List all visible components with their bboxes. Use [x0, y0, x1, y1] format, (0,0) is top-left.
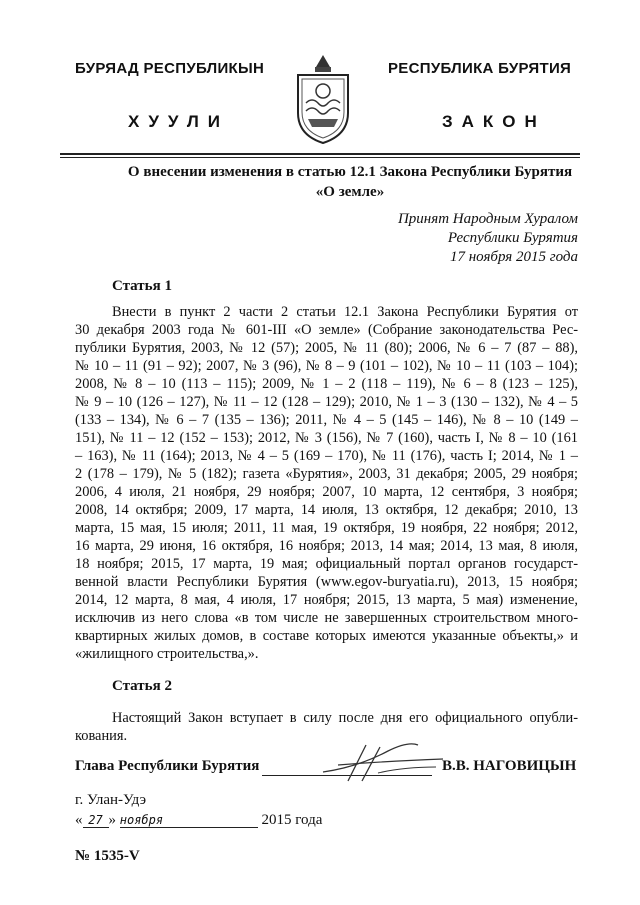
header-right-doc-type: ЗАКОН	[442, 112, 546, 131]
article1-heading: Статья 1	[112, 278, 172, 294]
article1-text-line: 2014, 12 марта, 8 мая, 4 июля, 17 ноября; 2015, 13 марта, 5 мая) изменение,	[75, 592, 578, 608]
date-open-quote: «	[75, 812, 83, 828]
signatory-name: В.В. НАГОВИЦЫН	[442, 758, 577, 774]
header-left-doc-type: ХУУЛИ	[128, 112, 229, 131]
article1-text-line: № 9 – 10 (126 – 127), № 11 – 12 (128 – 129); 2010, № 1 – 3 (130 – 132), № 4 – 5	[75, 394, 578, 410]
header-right-republic: РЕСПУБЛИКА БУРЯТИЯ	[388, 60, 572, 77]
adoption-line2: Республики Бурятия	[447, 230, 578, 246]
coat-of-arms-icon	[292, 53, 354, 145]
signing-date	[75, 812, 322, 829]
article2-heading: Статья 2	[112, 678, 172, 694]
date-close-quote: »	[108, 812, 116, 828]
adoption-date: 17 ноября 2015 года	[449, 249, 578, 265]
law-title-line2: «О земле»	[315, 184, 385, 200]
article1-text-line: 2006, 4 июля, 21 ноября, 29 ноября; 2007, 10 марта, 12 сентября, 3 ноября;	[75, 484, 578, 500]
article1-text-line: 2008, 14 октября; 2009, 17 марта, 14 июля, 13 октября, 12 декабря; 2010, 13	[75, 502, 578, 518]
adoption-line1: Принят Народным Хуралом	[397, 211, 578, 227]
header-left-republic: БУРЯАД РЕСПУБЛИКЫН	[75, 60, 265, 77]
article1-text-line: венной власти Республики Бурятия (www.egov-buryatia.ru), 2013, 15 ноября;	[75, 574, 578, 590]
article1-text-line: (133 – 134), № 6 – 7 (135 – 136); 2011, № 4 – 5 (145 – 146), № 8 – 10 (149 –	[75, 412, 578, 428]
date-year: 2015 года	[261, 812, 323, 828]
article1-text-line: публики Бурятия, 2003, № 12 (57); 2005, № 11 (80); 2006, № 6 – 7 (87 – 88),	[75, 340, 578, 356]
handwritten-signature-icon	[318, 737, 448, 787]
place-of-signing: г. Улан-Удэ	[75, 792, 147, 808]
date-month-field: ноября	[120, 813, 258, 828]
article1-text-line: исключив из него слова «в том числе не завершенных строительством много-	[75, 610, 578, 626]
article1-text-line: 2008, № 8 – 10 (113 – 115); 2009, № 1 – 2 (118 – 119), № 6 – 8 (123 – 125),	[75, 376, 578, 392]
header-divider-thick	[60, 153, 580, 155]
article1-text-line: 18 ноября; 2015, 17 марта, 19 мая; официальный портал органов государст-	[75, 556, 578, 572]
article1-text-line: 16 марта, 29 июня, 16 октября, 16 ноября; 2013, 14 мая; 2014, 13 мая, 8 июля,	[75, 538, 578, 554]
article1-text-line: 30 декабря 2003 года № 601-III «О земле» (Собрание законодательства Рес-	[75, 322, 578, 338]
law-title-line1: О внесении изменения в статью 12.1 Закона Республики Бурятия	[127, 164, 573, 180]
article1-text-line: марта, 15 мая, 15 июля; 2011, 11 мая, 19 октября, 19 ноября, 22 ноября; 2012,	[75, 520, 578, 536]
date-day-field: 27	[83, 813, 109, 828]
article1-text-line: – 163), № 11 (164); 2013, № 4 – 5 (169 – 170), № 11 (176), часть I; 2014, № 1 –	[75, 448, 578, 464]
signatory-title: Глава Республики Бурятия	[75, 758, 260, 774]
article1-text-line: квартирных жилых домов, в составе которых имеются указанные объекты,» и	[75, 628, 578, 644]
article1-text-line: 2 (178 – 179), № 5 (182); газета «Бурятия», 2003, 31 декабря; 2005, 29 ноября;	[75, 466, 578, 482]
article1-text-line: «жилищного строительства,».	[75, 646, 259, 662]
article2-text-line: Настоящий Закон вступает в силу после дня его официального опубли-	[112, 710, 578, 726]
article1-text-line: 151), № 11 – 12 (152 – 153); 2012, № 3 (156), № 7 (160), часть I, № 8 – 10 (161	[75, 430, 578, 446]
article2-text-line: кования.	[75, 728, 128, 744]
law-number: № 1535-V	[75, 848, 140, 864]
article1-text-line: № 10 – 11 (91 – 92); 2007, № 3 (96), № 8 – 9 (101 – 102), № 10 – 11 (103 – 104);	[75, 358, 578, 374]
article1-text-line: Внести в пункт 2 части 2 статьи 12.1 Закона Республики Бурятия от	[112, 304, 578, 320]
header-divider-thin	[60, 157, 580, 158]
